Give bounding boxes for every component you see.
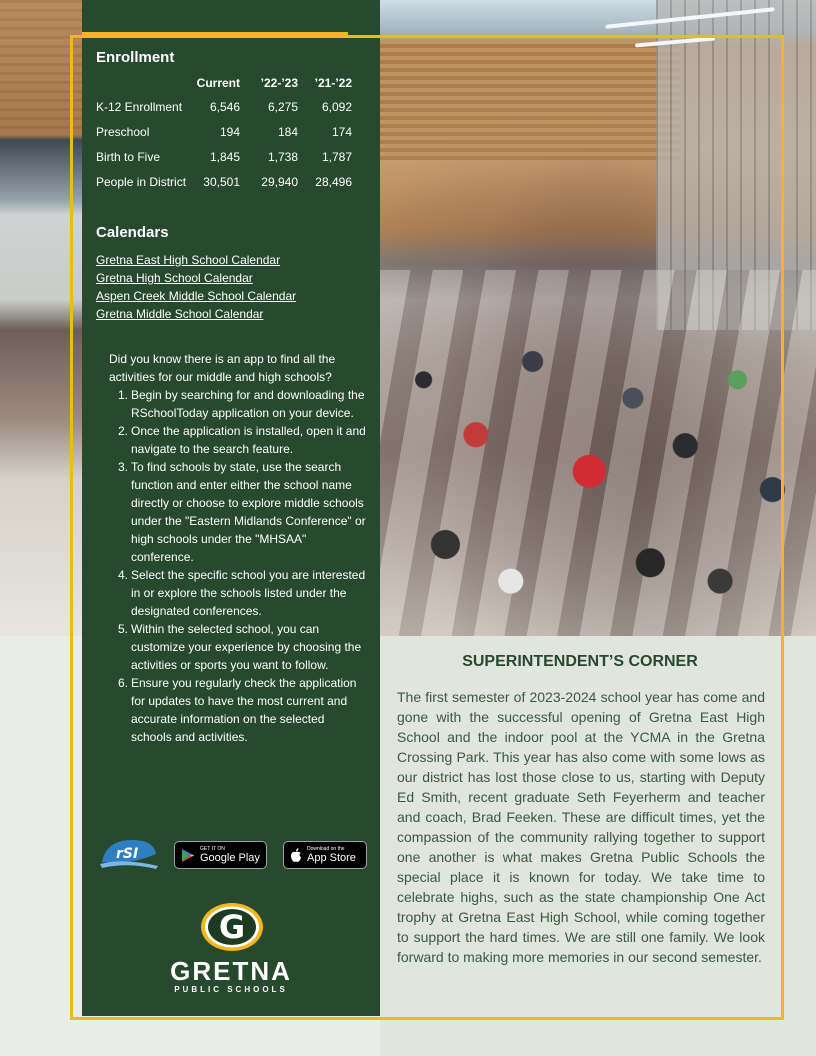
row-2223: 29,940 xyxy=(261,174,298,189)
enrollment-header-2223: ’22-’23 xyxy=(260,76,298,90)
cafeteria-crowd xyxy=(380,270,816,636)
calendar-link-gretna-high[interactable]: Gretna High School Calendar xyxy=(96,271,253,285)
row-2122: 1,787 xyxy=(321,149,352,164)
table-row xyxy=(96,119,352,144)
list-item: 1. Begin by searching for and downloading the RSchoolToday application on your device. xyxy=(118,386,368,422)
row-label: People in District xyxy=(96,174,187,189)
app-intro-text: Did you know there is an app to find all the activities for our middle and high schools? xyxy=(109,352,336,384)
table-row xyxy=(96,144,352,169)
step-text: Select the specific school you are interested in or explore the schools listed under the designated conferences. xyxy=(131,568,366,618)
sidebar-panel xyxy=(82,0,380,1016)
step-text: Begin by searching for and downloading the RSchoolToday application on your device. xyxy=(131,388,365,420)
emblem-letter: G xyxy=(218,908,246,946)
app-store-big-text: App Store xyxy=(307,852,356,864)
enrollment-header-current: Current xyxy=(196,76,240,90)
row-current: 30,501 xyxy=(203,174,240,189)
list-item: 6. Ensure you regularly check the application for updates to have the most current and accurate information on the selected schools and activities. xyxy=(118,674,368,746)
calendar-links xyxy=(96,251,296,323)
calendar-link-gretna-middle[interactable]: Gretna Middle School Calendar xyxy=(96,307,264,321)
gold-accent-line xyxy=(82,32,348,35)
enrollment-header-2122: ’21-’22 xyxy=(314,76,352,90)
gretna-subtitle: PUBLIC SCHOOLS xyxy=(174,985,288,994)
enrollment-header-label xyxy=(96,76,192,94)
row-2223: 1,738 xyxy=(267,149,298,164)
google-play-big-text: Google Play xyxy=(200,852,260,864)
cafeteria-photo xyxy=(380,0,816,636)
row-label: Birth to Five xyxy=(96,149,161,164)
app-store-button[interactable] xyxy=(283,841,367,869)
rschooltoday-logo[interactable] xyxy=(98,836,160,872)
row-current: 194 xyxy=(219,124,240,139)
list-item: 2. Once the application is installed, open it and navigate to the search feature. xyxy=(118,422,368,458)
list-item: 3. To find schools by state, use the search function and enter either the school name directly or choose to explore middle schools under the "Eastern Midlands Conference" or high schools under the "MHSAA" conference. xyxy=(118,458,368,566)
gretna-g-logo xyxy=(200,902,264,952)
list-item: 5. Within the selected school, you can customize your experience by choosing the activities or sports you want to follow. xyxy=(118,620,368,674)
row-2122: 6,092 xyxy=(321,99,352,114)
app-store-small-text: Download on the xyxy=(307,846,345,852)
rsi-logo-text: rSI xyxy=(116,846,139,862)
step-text: To find schools by state, use the search function and enter either the school name directly or choose to explore middle schools under the "Eastern Midlands Conference" or high schools under the "MHSAA" conference. xyxy=(131,460,366,564)
google-play-button[interactable] xyxy=(174,841,267,869)
row-2223: 6,275 xyxy=(267,99,298,114)
google-play-small-text: GET IT ON xyxy=(200,846,225,852)
wood-panel-wall xyxy=(380,40,680,160)
apple-icon xyxy=(290,848,302,862)
row-2122: 28,496 xyxy=(315,174,352,189)
row-label: Preschool xyxy=(96,124,150,139)
enrollment-header-row xyxy=(96,76,352,94)
cafeteria-photo-left xyxy=(0,0,82,636)
calendar-link-aspen-creek[interactable]: Aspen Creek Middle School Calendar xyxy=(96,289,297,303)
row-2223: 184 xyxy=(277,124,298,139)
superintendent-corner-body: The first semester of 2023-2024 school year has come and gone with the successful opening of Gretna East High School and the indoor pool at the YCMA in the Gretna Crossing Park. This year has also come with some lows as our district has lost those close to us, starting with Deputy Ed Smith, recent graduate Seth Feyerherm and teacher and coach, Brad Feeken. These are difficult times, yet the compassion of the community rallying together to support one another is what makes Gretna Public Schools the special place it is known for today. We take time to celebrate highs, such as the state championship One Act trophy at Gretna East High School, while coming together to support the hard times. We are still one family. We look forward to making more memories in our second semester. xyxy=(397,689,765,965)
list-item: 4. Select the specific school you are interested in or explore the schools listed under the designated conferences. xyxy=(118,566,368,620)
step-text: Once the application is installed, open it and navigate to the search feature. xyxy=(131,424,366,456)
superintendent-corner-title: SUPERINTENDENT’S CORNER xyxy=(462,653,698,670)
row-current: 1,845 xyxy=(209,149,240,164)
calendars-title: Calendars xyxy=(96,224,169,241)
table-row xyxy=(96,94,352,119)
row-current: 6,546 xyxy=(209,99,240,114)
row-2122: 174 xyxy=(331,124,352,139)
google-play-icon xyxy=(181,848,195,863)
step-text: Ensure you regularly check the application for updates to have the most current and accurate information on the selected schools and activities. xyxy=(131,676,357,744)
enrollment-title: Enrollment xyxy=(96,49,175,66)
table-row xyxy=(96,169,352,194)
gretna-wordmark: GRETNA xyxy=(170,956,292,986)
row-label: K-12 Enrollment xyxy=(96,99,183,114)
app-steps-list xyxy=(118,386,368,746)
enrollment-table xyxy=(96,76,352,194)
calendar-link-gretna-east[interactable]: Gretna East High School Calendar xyxy=(96,253,281,267)
step-text: Within the selected school, you can customize your experience by choosing the activities or sports you want to follow. xyxy=(131,622,362,672)
